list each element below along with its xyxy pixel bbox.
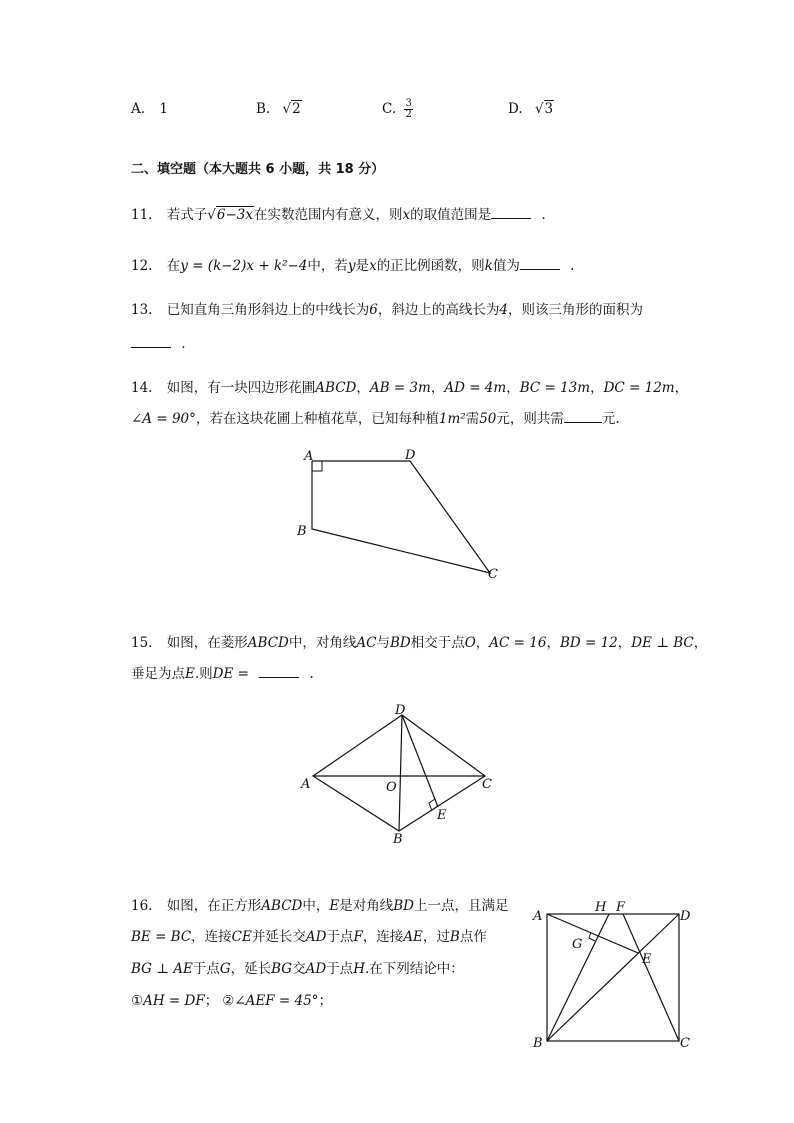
q14-angle: ∠A = 90°	[131, 411, 196, 427]
fig14-right-angle-mark	[312, 461, 322, 471]
q16-text-8: ，连接	[362, 929, 404, 945]
q14-text-1: 如图，有一块四边形花圃	[166, 380, 316, 396]
q14-sep-3: ，	[506, 380, 520, 396]
q15-o: O	[464, 635, 476, 651]
q13-text-2: ，斜边上的高线长为	[377, 302, 500, 318]
q16-ce: CE	[231, 929, 252, 945]
q13-blank[interactable]	[131, 335, 171, 348]
q15-de: DE =	[212, 666, 249, 682]
q15-end: .	[309, 666, 314, 682]
question-16-conclusions	[131, 991, 332, 1011]
q15-text-2: 中，对角线	[288, 635, 357, 651]
fig14-shape	[312, 461, 490, 573]
q16-text-6: 并延长交	[251, 929, 306, 945]
question-14	[131, 378, 688, 398]
q11-text-3: 的取值范围是	[410, 207, 492, 223]
q16-text-11: 于点	[192, 961, 220, 977]
option-c-denominator: 2	[405, 109, 412, 120]
q16-b: B	[449, 929, 460, 945]
question-13-cont	[131, 334, 186, 354]
fig15-label-o: O	[386, 780, 397, 795]
option-b-label: B.	[256, 101, 271, 117]
q16-text-7: 于点	[326, 929, 354, 945]
q16-text-12: ，延长	[230, 961, 272, 977]
fig16-label-d: D	[680, 909, 691, 924]
q12-var-y: y	[347, 258, 356, 274]
q15-abcd: ABCD	[247, 635, 289, 651]
q14-price: 50	[479, 411, 497, 427]
fig15-label-b: B	[393, 832, 403, 847]
fig14-label-b: B	[297, 524, 307, 539]
q14-sep-1: ，	[356, 380, 370, 396]
q16-be: BE = BC	[131, 929, 192, 945]
fig15-label-a: A	[301, 777, 311, 792]
q14-ad: AD = 4m	[444, 380, 507, 396]
fig16-diagonal-bd	[547, 914, 679, 1041]
q14-number: 14.	[131, 380, 153, 396]
q16-angle-aef: ∠AEF = 45°	[234, 993, 319, 1009]
q14-text-4: 元，则共需	[496, 411, 564, 427]
q14-text-5: 元.	[601, 411, 620, 427]
question-15	[131, 633, 707, 653]
q15-text-1: 如图，在菱形	[166, 635, 248, 651]
q13-median: 6	[369, 302, 378, 318]
q11-blank[interactable]	[491, 206, 531, 219]
q12-text-2: 中，若	[307, 258, 348, 274]
q16-text-9: ，过	[422, 929, 450, 945]
fig16-label-a: A	[533, 909, 543, 924]
question-15-cont	[131, 664, 314, 684]
q15-sep-2: ，	[546, 635, 560, 651]
q14-comma-end: ，	[674, 380, 689, 396]
fig16-label-g: G	[572, 937, 583, 952]
q11-text-1: 若式子	[166, 207, 208, 223]
fig15-label-c: C	[482, 777, 492, 792]
q16-ad: AD	[305, 929, 327, 945]
question-16-cont-2	[131, 959, 464, 979]
q14-sep-2: ，	[430, 380, 445, 396]
q16-ae: AE	[403, 929, 423, 945]
q11-text-2: 在实数范围内有意义，则	[254, 207, 403, 223]
q14-blank[interactable]	[564, 410, 602, 423]
option-d-label: D.	[508, 101, 523, 117]
question-12	[131, 256, 574, 276]
q16-bg2: BG	[271, 961, 293, 977]
q16-text-2: 中，	[302, 898, 330, 914]
q16-bd: BD	[393, 898, 414, 914]
q16-g: G	[219, 961, 231, 977]
q12-expr: y = (k−2)x + k²−4	[180, 258, 308, 274]
q12-number: 12.	[131, 258, 153, 274]
fig15-diagonal-bd	[399, 715, 402, 831]
q16-ad2: AD	[305, 961, 327, 977]
fig16-segment-bh	[547, 914, 609, 1041]
q12-text-1: 在	[166, 258, 181, 274]
figure-16-square	[525, 897, 700, 1057]
q13-text-3: ，则该三角形的面积为	[507, 302, 643, 318]
q15-text-6: .则	[194, 666, 213, 682]
q15-e: E	[185, 666, 195, 682]
option-b: B. √2	[256, 101, 301, 117]
q15-number: 15.	[131, 635, 153, 651]
option-c-label: C.	[382, 101, 397, 117]
q16-e: E	[329, 898, 340, 914]
q13-number: 13.	[131, 302, 153, 318]
fig16-label-c: C	[680, 1036, 690, 1051]
question-16	[131, 896, 508, 916]
q12-end: .	[570, 258, 575, 274]
q15-sep-3: ，	[617, 635, 632, 651]
q13-height: 4	[499, 302, 508, 318]
q15-blank[interactable]	[259, 665, 299, 678]
option-b-value: 2	[292, 101, 301, 117]
q16-text-13: 交	[292, 961, 306, 977]
q16-text-4: 上一点，且满足	[413, 898, 509, 914]
q15-ac: AC	[356, 635, 377, 651]
q14-unit: 1m²	[438, 411, 466, 427]
q16-number: 16.	[131, 898, 153, 914]
q16-text-15: .在下列结论中：	[364, 961, 464, 977]
q15-text-3: 与	[376, 635, 390, 651]
option-a-label: A.	[131, 101, 146, 117]
q14-text-2: ，若在这块花圃上种植花草，已知每种植	[195, 411, 439, 427]
q12-var-k: k	[484, 258, 493, 274]
q15-text-5: 垂足为点	[131, 666, 185, 682]
fig16-label-h: H	[595, 900, 607, 915]
question-11: 11. 若式子√6−3x在实数范围内有意义，则x的取值范围是 .	[131, 207, 546, 223]
q12-text-4: 的正比例函数，则	[376, 258, 485, 274]
q16-ah-df: AH = DF	[143, 993, 205, 1009]
q16-semi-2: ；	[318, 993, 332, 1009]
q16-bg: BG ⊥ AE	[131, 961, 193, 977]
q16-text-10: 点作	[459, 929, 487, 945]
option-a-value: 1	[159, 101, 168, 117]
section-title: 二、填空题（本大题共 6 小题，共 18 分）	[131, 162, 385, 177]
q12-text-3: 是	[355, 258, 370, 274]
q16-h: H	[353, 961, 365, 977]
q16-f: F	[353, 929, 363, 945]
option-c	[382, 99, 413, 120]
q16-text-1: 如图，在正方形	[166, 898, 262, 914]
question-14-cont	[131, 409, 620, 429]
q16-abcd: ABCD	[261, 898, 303, 914]
option-d-value: 3	[544, 101, 554, 117]
q16-conclusion-1-mark: ①	[131, 993, 144, 1009]
q16-text-3: 是对角线	[339, 898, 394, 914]
q11-var: x	[402, 207, 411, 223]
q15-sep-1: ，	[475, 635, 490, 651]
figure-14-quadrilateral	[290, 443, 510, 588]
q15-bd: BD	[389, 635, 411, 651]
question-13	[131, 300, 643, 320]
q14-bc: BC = 13m	[519, 380, 591, 396]
q14-sep-4: ，	[590, 380, 604, 396]
option-d: D. √3	[508, 101, 554, 117]
q13-end: .	[181, 336, 186, 352]
q14-text-3: 需	[465, 411, 480, 427]
option-a	[131, 101, 168, 117]
q11-radicand: 6−3x	[216, 207, 253, 223]
fig14-label-a: A	[304, 449, 314, 464]
q15-ac16: AC = 16	[489, 635, 547, 651]
q16-text-14: 于点	[326, 961, 354, 977]
q15-text-4: 相交于点	[410, 635, 465, 651]
question-16-cont-1	[131, 927, 487, 947]
q14-ab: AB = 3m	[369, 380, 431, 396]
option-c-numerator: 3	[405, 98, 412, 109]
fig14-label-c: C	[488, 567, 498, 582]
figure-15-rhombus	[295, 700, 505, 850]
q15-debc: DE ⊥ BC	[631, 635, 694, 651]
q15-comma-end: ，	[693, 635, 708, 651]
fig16-label-e: E	[642, 952, 652, 967]
q12-text-5: 值为	[492, 258, 520, 274]
fig15-label-d: D	[395, 703, 406, 718]
option-c-fraction	[404, 99, 412, 120]
q16-semi-1: ；	[204, 993, 219, 1009]
q14-abcd: ABCD	[315, 380, 357, 396]
q11-end: .	[541, 207, 546, 223]
fig14-label-d: D	[405, 448, 416, 463]
fig16-label-f: F	[616, 900, 626, 915]
q15-bd12: BD = 12	[559, 635, 618, 651]
q11-number: 11.	[131, 207, 153, 223]
fig15-label-e: E	[437, 808, 447, 823]
q12-blank[interactable]	[520, 257, 560, 270]
fig16-label-b: B	[533, 1036, 543, 1051]
q13-text-1: 已知直角三角形斜边上的中线长为	[166, 302, 370, 318]
q16-text-5: ，连接	[191, 929, 232, 945]
q12-var-x: x	[369, 258, 377, 274]
q16-conclusion-2-mark: ②	[222, 993, 235, 1009]
fig16-segment-cf	[623, 914, 679, 1041]
q14-dc: DC = 12m	[603, 380, 675, 396]
